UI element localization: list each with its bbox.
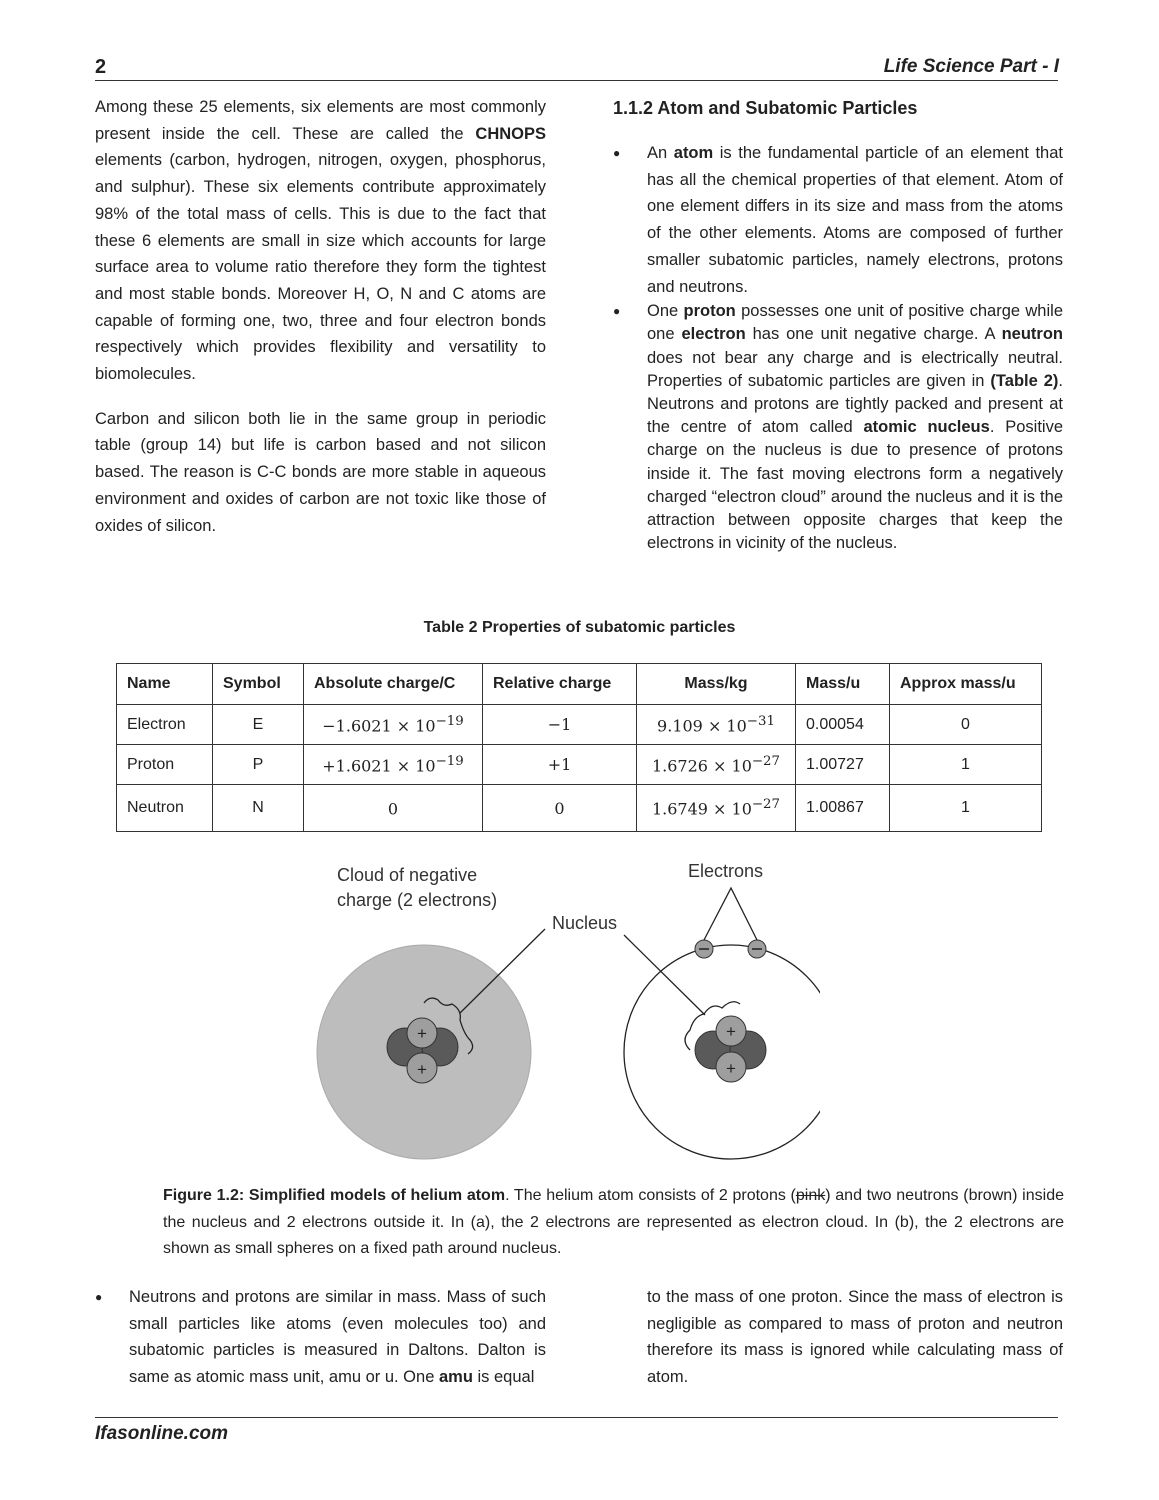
figure-caption-text-b: ) and two neutrons (brown) inside the nucleus and 2 electrons outside it. In (a), the 2 electrons are represented as electron cloud. In (b), the 2 electrons are shown as small spheres on a fixed path around nucleus. (163, 1187, 1064, 1258)
table-header: Mass/kg (637, 664, 796, 705)
table-header: Mass/u (796, 664, 890, 705)
figure-caption (163, 1183, 1064, 1263)
table-header: Absolute charge/C (304, 664, 483, 705)
table-header: Name (117, 664, 213, 705)
cell-approx-mass: 1 (890, 745, 1042, 785)
label-nucleus: Nucleus (552, 913, 618, 933)
table-caption: Table 2 Properties of subatomic particles (423, 619, 736, 636)
cell-abs-charge: $+1.6021 \times 10^{-19}$ (304, 745, 483, 785)
cell-mass-kg: $1.6749 \times 10^{-27}$ (637, 785, 796, 832)
plus-sign: + (726, 1022, 736, 1041)
header-rule (95, 80, 1058, 81)
bullet-proton: ● One proton possesses one unit of positive charge while one electron has one unit negative charge. A neutron does not bear any charge and is electrically neutral. Properties of subatomic particles are given in (Table 2). Neutrons and protons are tightly packed and present at the centre of atom called atomic nucleus. Positive charge on the nucleus is due to presence of protons inside it. The fast moving electrons form a negatively charged “electron cloud” around the nucleus and it is the attraction between opposite charges that keep the electrons in vicinity of the nucleus. (613, 300, 1063, 555)
cell-rel-charge: +1 (483, 745, 637, 785)
cell-mass-kg: $9.109 \times 10^{-31}$ (637, 705, 796, 745)
figure-caption-strike: pink (795, 1187, 826, 1204)
page-number: 2 (95, 56, 107, 78)
plus-sign: + (417, 1060, 427, 1079)
cell-rel-charge: 0 (483, 785, 637, 832)
cell-symbol: E (213, 705, 304, 745)
table-header: Approx mass/u (890, 664, 1042, 705)
table-header: Symbol (213, 664, 304, 705)
label-cloud-line2: charge (2 electrons) (337, 890, 498, 910)
cell-rel-charge: −1 (483, 705, 637, 745)
cell-abs-charge: 0 (304, 785, 483, 832)
section-heading: 1.1.2 Atom and Subatomic Particles (613, 98, 918, 118)
footer-site: Ifasonline.com (95, 1423, 229, 1444)
table-row (117, 745, 1042, 785)
plus-sign: + (726, 1059, 736, 1078)
cell-mass-kg: $1.6726 \times 10^{-27}$ (637, 745, 796, 785)
table-row (117, 785, 1042, 832)
left-column (95, 94, 546, 539)
table-header: Relative charge (483, 664, 637, 705)
plus-sign: + (417, 1024, 427, 1043)
paragraph-mass-continued: to the mass of one proton. Since the mass of electron is negligible as compared to mass of proton and neutron therefore its mass is ignored while calculating mass of atom. (647, 1288, 1063, 1387)
cell-approx-mass: 0 (890, 705, 1042, 745)
bottom-right-column (647, 1284, 1063, 1391)
paragraph-carbon-silicon: Carbon and silicon both lie in the same group in periodic table (group 14) but life is carbon based and not silicon based. The reason is C-C bonds are more stable in aqueous environment and oxides of carbon are not toxic like those of oxides of silicon. (95, 409, 546, 535)
book-title: Life Science Part - I (883, 56, 1059, 77)
bottom-left-column (95, 1284, 546, 1391)
right-column (613, 94, 1063, 555)
label-cloud-line1: Cloud of negative (337, 865, 478, 885)
bullet-mass: ● Neutrons and protons are similar in mass. Mass of such small particles like atoms (even molecules too) and subatomic particles is measured in Daltons. Dalton is same as atomic mass unit, amu or u. One amu is equal (95, 1284, 546, 1391)
cell-mass-u: 0.00054 (796, 705, 890, 745)
cell-symbol: N (213, 785, 304, 832)
figure-caption-title: Figure 1.2: Simplified models of helium atom (163, 1187, 506, 1204)
cell-name: Electron (117, 705, 213, 745)
cell-mass-u: 1.00727 (796, 745, 890, 785)
paragraph-chnops: Among these 25 elements, six elements are most commonly present inside the cell. These are called the CHNOPS elements (carbon, hydrogen, nitrogen, oxygen, phosphorus, and sulphur). These six elements contribute approximately 98% of the total mass of cells. This is due to the fact that these 6 elements are small in size which accounts for large surface area to volume ratio therefore they form the tightest and most stable bonds. Moreover H, O, N and C atoms are capable of forming one, two, three and four electron bonds respectively which provides flexibility and versatility to biomolecules. (95, 98, 546, 384)
bullet-atom: ● An atom is the fundamental particle of an element that has all the chemical properties of that element. Atom of one element differs in its size and mass from the atoms of the other elements. Atoms are composed of further smaller subatomic particles, namely electrons, protons and neutrons. (613, 140, 1063, 300)
subatomic-table (116, 663, 1042, 832)
helium-atom-figure (300, 852, 820, 1172)
table-row (117, 705, 1042, 745)
table-header-row (117, 664, 1042, 705)
figure-caption-text-a: . The helium atom consists of 2 protons ( (505, 1187, 796, 1204)
cell-mass-u: 1.00867 (796, 785, 890, 832)
cell-abs-charge: $-1.6021 \times 10^{-19}$ (304, 705, 483, 745)
footer-rule (95, 1417, 1058, 1418)
cell-name: Proton (117, 745, 213, 785)
cell-approx-mass: 1 (890, 785, 1042, 832)
cell-name: Neutron (117, 785, 213, 832)
electrons-pointer (704, 888, 757, 940)
label-electrons: Electrons (688, 861, 764, 881)
cell-symbol: P (213, 745, 304, 785)
